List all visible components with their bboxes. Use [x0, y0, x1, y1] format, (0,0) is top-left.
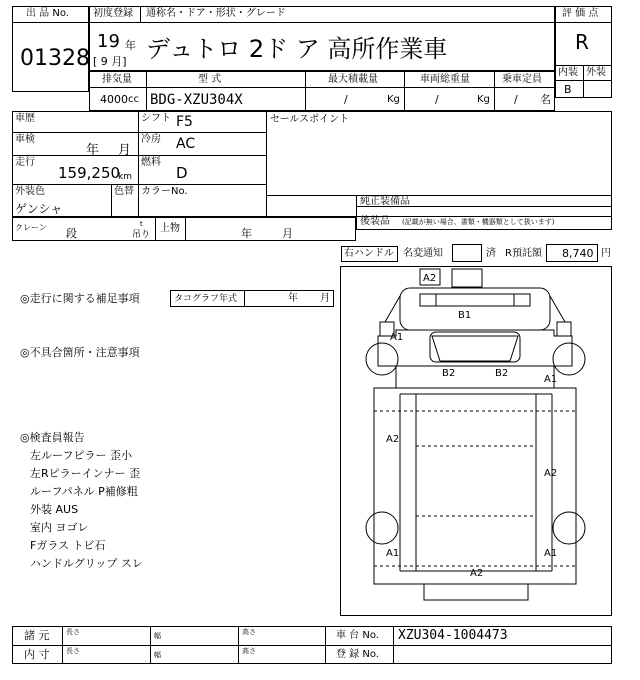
inspector-line: 外装 AUS: [30, 503, 79, 516]
front-right-wheel: [553, 343, 585, 375]
damage-mark: B2: [495, 368, 509, 379]
fuel-value: D: [176, 164, 188, 182]
damage-mark: A2: [386, 434, 400, 445]
aftermarket-note: (記載が無い場合、書類・機器類として扱います): [402, 218, 555, 226]
damage-mark: A1: [390, 332, 404, 343]
inspector-label: ◎検査員報告: [20, 431, 85, 444]
details-row-2: [12, 155, 266, 156]
length-label: 長さ: [66, 628, 80, 636]
name-label: 通称名・ドア・形状・グレード: [146, 8, 286, 19]
dims-label: 諸 元: [24, 629, 50, 642]
footer-vdiv-5: [393, 626, 394, 664]
ac-label: 冷房: [141, 134, 161, 145]
tacho-year: 年: [288, 293, 298, 304]
month-bracket: [ 9 月]: [93, 55, 127, 68]
inspector-line: 室内 ヨゴレ: [30, 521, 89, 534]
spec-vdiv-4: [494, 71, 495, 111]
defects-label: ◎不具合箇所・注意事項: [20, 346, 140, 359]
max-load-unit: Kg: [387, 94, 400, 105]
crane-box: [12, 217, 356, 241]
mileage-label: 走行: [15, 157, 35, 168]
spec-vdiv-2: [305, 71, 306, 111]
spec-divider: [89, 87, 555, 88]
first-reg-label: 初度登録: [93, 8, 133, 19]
capacity-value: /: [514, 93, 518, 106]
recycle-value: 8,740: [562, 247, 594, 260]
vehicle-name: デュトロ 2ド ア 高所作業車: [146, 35, 448, 63]
inspector-line: 左ルーフピラー 歪小: [30, 449, 132, 462]
height-label: 高さ: [242, 628, 256, 636]
crane-year: 年: [241, 227, 252, 240]
truck-damage-diagram: [340, 266, 612, 616]
right-mirror: [557, 322, 571, 336]
chassis-label: 車 台 No.: [336, 630, 379, 641]
registration-label: 登 録 No.: [336, 649, 379, 660]
crane-dan: 段: [66, 227, 77, 240]
damage-mark: B2: [442, 368, 456, 379]
chassis-value: XZU304-1004473: [398, 628, 508, 643]
title-divider: [89, 22, 555, 23]
model-label: 型 式: [198, 74, 222, 85]
aftermarket-vline-r: [611, 217, 612, 229]
fuel-label: 燃料: [141, 157, 161, 168]
shift-label: シフト: [141, 113, 171, 124]
inspection-month: 月: [118, 143, 132, 158]
damage-mark: A2: [470, 568, 484, 579]
front-left-wheel: [366, 343, 398, 375]
details-row-4: [266, 195, 612, 196]
exterior-label: 外装: [586, 67, 606, 78]
inspector-line: ハンドルグリップ スレ: [30, 557, 143, 570]
ext-color-label: 外装色: [15, 186, 45, 197]
aftermarket-label: 後装品: [360, 216, 390, 227]
footer-vdiv-2: [150, 626, 151, 664]
history-label: 車歴: [15, 113, 35, 124]
footer-mid: [12, 645, 612, 646]
mileage-value: 159,250: [58, 164, 121, 182]
rating-vdiv: [583, 65, 584, 98]
details-vdiv-3: [111, 184, 112, 217]
ac-value: AC: [176, 136, 196, 152]
recycle-unit: 円: [601, 248, 611, 259]
inner-length-label: 長さ: [66, 647, 80, 655]
footer-vdiv-4: [325, 626, 326, 664]
inspection-label: 車検: [15, 134, 35, 145]
rhd-label: 右ハンドル: [344, 248, 394, 259]
crane-label: クレーン: [15, 223, 47, 232]
damage-mark: A2: [423, 273, 437, 284]
damage-mark: A1: [544, 548, 558, 559]
lot-label: 出 品 No.: [26, 8, 69, 19]
windshield: [432, 336, 518, 361]
rear-left-wheel: [366, 512, 398, 544]
rating-value: R: [575, 30, 589, 54]
max-load-label: 最大積載量: [328, 74, 378, 85]
spec-vdiv-1: [146, 71, 147, 111]
year-value: 19: [97, 31, 120, 52]
details-row-1: [12, 132, 266, 133]
year-unit: 年: [125, 39, 136, 52]
damage-mark: A2: [544, 468, 558, 479]
rename-box: [452, 244, 482, 262]
color-no-label: カラーNo.: [141, 186, 188, 197]
genuine-label: 純正装備品: [360, 196, 410, 207]
tacho-month: 月: [320, 293, 330, 304]
crane-t: t: [140, 220, 143, 228]
mileage-unit: km: [118, 172, 132, 182]
capacity-label: 乗車定員: [502, 74, 542, 85]
damage-mark: A1: [386, 548, 400, 559]
capacity-unit: 名: [540, 93, 551, 106]
tachograph-vdiv: [244, 290, 245, 307]
displacement-label: 排気量: [102, 74, 132, 85]
inner-dims-label: 内 寸: [24, 648, 50, 661]
driving-notes-label: ◎走行に関する補足事項: [20, 292, 140, 305]
interior-label: 内装: [558, 67, 578, 78]
sales-point-label: セールスポイント: [270, 114, 350, 125]
aftermarket-line: [356, 229, 612, 230]
displacement-value: 4000: [100, 93, 128, 106]
footer-vdiv-3: [238, 626, 239, 664]
aftermarket-vline: [356, 217, 357, 229]
inner-width-label: 幅: [154, 651, 161, 659]
displacement-unit: cc: [128, 94, 139, 105]
inspector-line: ルーフパネル P補修粗: [30, 485, 138, 498]
interior-value: B: [564, 83, 572, 96]
crane-month: 月: [282, 227, 293, 240]
details-row-3: [12, 184, 266, 185]
inspection-year: 年: [86, 143, 100, 158]
rating-divider: [555, 22, 612, 23]
inspector-line: 左Rピラーインナー 歪: [30, 467, 141, 480]
rear-right-wheel: [553, 512, 585, 544]
lot-number: 01328: [20, 46, 90, 71]
ext-color-value: ゲンシャ: [15, 202, 63, 216]
crane-vdiv-1: [155, 217, 156, 241]
damage-mark: B1: [458, 310, 472, 321]
model-value: BDG-XZU304X: [150, 92, 243, 108]
width-label: 幅: [154, 632, 161, 640]
rename-label: 名変通知: [403, 248, 443, 259]
rear-bumper: [424, 584, 528, 600]
gross-weight-label: 車両総重量: [420, 74, 470, 85]
damage-mark: A1: [544, 374, 558, 385]
diagram-frame: [341, 267, 612, 616]
gross-weight-unit: Kg: [477, 94, 490, 105]
spec-vdiv-3: [404, 71, 405, 111]
body-label: 上物: [160, 223, 180, 234]
lot-divider: [12, 22, 89, 23]
details-vdiv-2: [266, 111, 267, 217]
crane-tsuri: 吊り: [132, 230, 151, 240]
tachograph-label: タコグラフ年式: [174, 294, 238, 304]
footer-vdiv-1: [62, 626, 63, 664]
shift-value: F5: [176, 114, 193, 130]
rating-label: 評 価 点: [562, 8, 599, 19]
max-load-value: /: [344, 93, 348, 106]
color-num-label: 色替: [114, 186, 134, 197]
gross-weight-value: /: [435, 93, 439, 106]
details-vdiv-1: [138, 111, 139, 217]
inner-height-label: 高さ: [242, 647, 256, 655]
title-vdiv: [140, 6, 141, 22]
inspector-line: Fガラス トビ石: [30, 539, 106, 552]
zumi-label: 済: [486, 248, 496, 259]
crane-vdiv-2: [185, 217, 186, 241]
recycle-label: R預託額: [505, 248, 542, 259]
